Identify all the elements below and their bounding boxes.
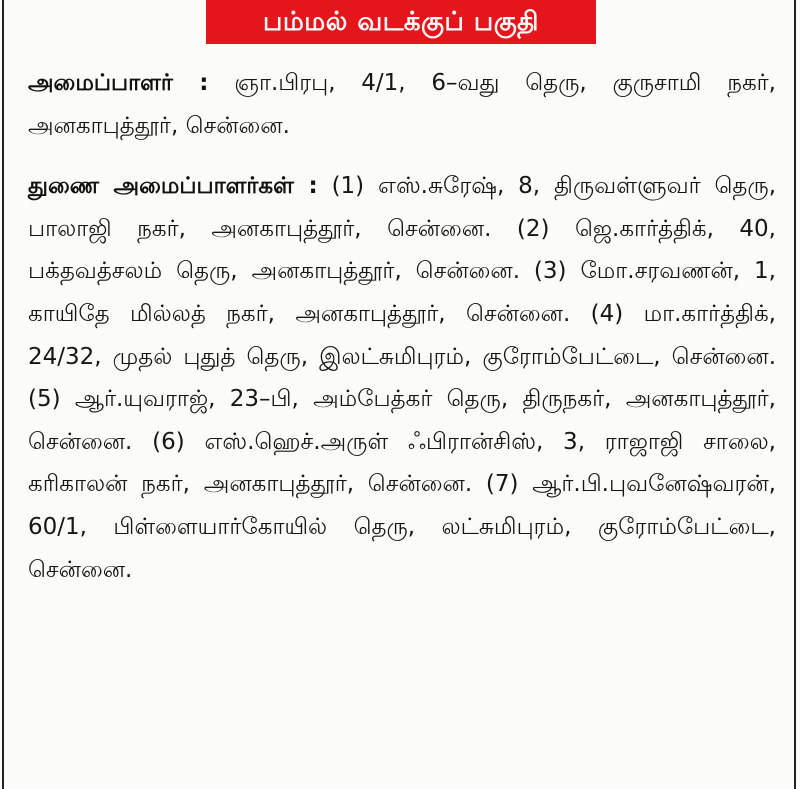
- deputies-label: துணை அமைப்பாளர்கள் :: [28, 173, 318, 200]
- deputies-paragraph: [28, 165, 776, 591]
- organizer-details: ஞா.பிரபு, 4/1, 6–வது தெரு, குருசாமி நகர், அனகாபுத்தூர், சென்னை.: [28, 70, 776, 139]
- organizer-label: அமைப்பாளர் :: [28, 70, 209, 96]
- organizer-paragraph: [28, 62, 776, 147]
- section-heading: பம்மல் வடக்குப் பகுதி: [263, 7, 539, 37]
- article-body: [28, 62, 776, 591]
- deputies-details: (1) எஸ்.சுரேஷ், 8, திருவள்ளுவர் தெரு, பாலாஜி நகர், அனகாபுத்தூர், சென்னை. (2) ஜெ.கார்த்திக், 40, பக்தவத்சலம் தெரு, அனகாபுத்தூர், சென்னை. (3) மோ.சரவணன், 1, காயிதே மில்லத் நகர், அனகாபுத்தூர், சென்னை. (4) மா.கார்த்திக், 24/32, முதல் புதுத் தெரு, இலட்சுமிபுரம், குரோம்பேட்டை, சென்னை. (5) ஆர்.யுவராஜ், 23–பி, அம்பேத்கர் தெரு, திருநகர், அனகாபுத்தூர், சென்னை. (6) எஸ்.ஹெச்.அருள் ஃபிரான்சிஸ், 3, ராஜாஜி சாலை, கரிகாலன் நகர், அனகாபுத்தூர், சென்னை. (7) ஆர்.பி.புவனேஷ்வரன், 60/1, பிள்ளையார்கோயில் தெரு, லட்சுமிபுரம், குரோம்பேட்டை, சென்னை.: [28, 173, 776, 583]
- section-heading-banner: [206, 0, 596, 44]
